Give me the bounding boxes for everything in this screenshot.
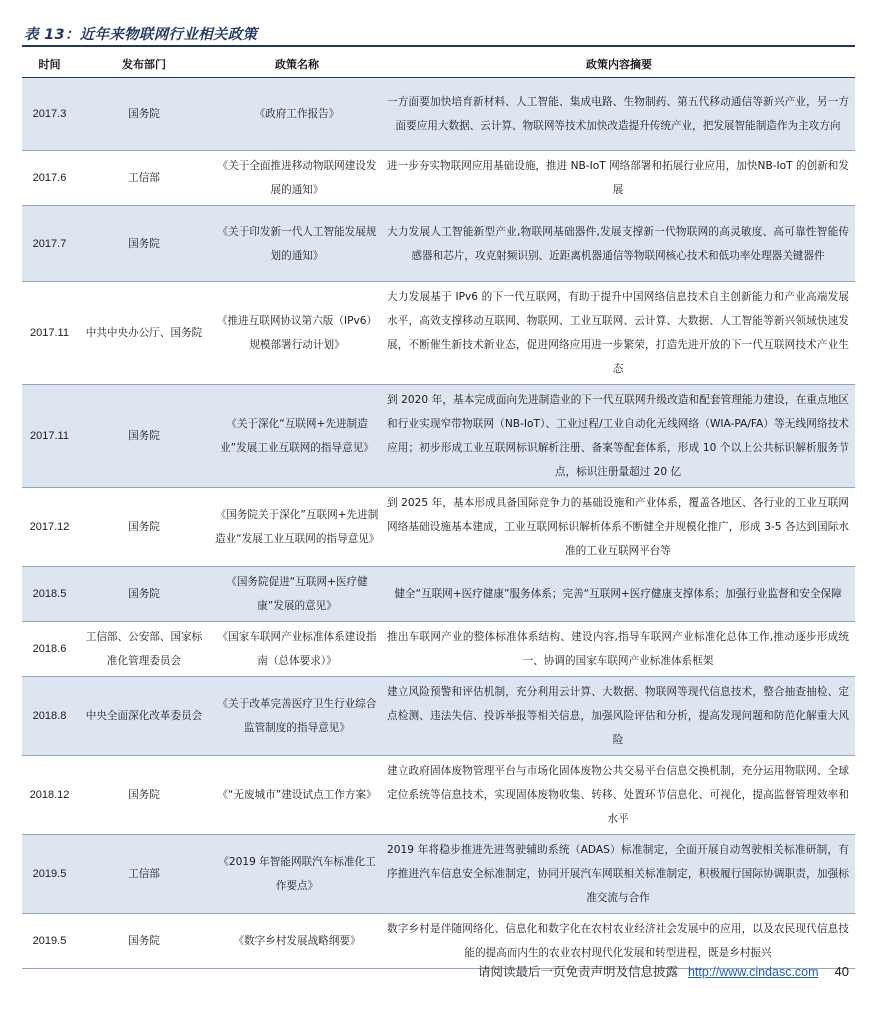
cell-dept: 国务院 xyxy=(77,78,211,151)
cell-dept: 国务院 xyxy=(77,488,211,567)
cell-policy-name: 《国家车联网产业标准体系建设指南（总体要求）》 xyxy=(211,622,383,677)
footer-disclaimer: 请阅读最后一页免责声明及信息披露 xyxy=(477,964,678,979)
cell-date: 2018.12 xyxy=(22,756,77,835)
cell-dept: 中共中央办公厅、国务院 xyxy=(77,282,211,385)
page-footer xyxy=(478,962,849,980)
cell-policy-name: 《政府工作报告》 xyxy=(211,78,383,151)
cell-policy-name: 《关于改革完善医疗卫生行业综合监管制度的指导意见》 xyxy=(211,677,383,756)
cell-content: 进一步夯实物联网应用基础设施，推进 NB-IoT 网络部署和拓展行业应用，加快NB-IoT 的创新和发展 xyxy=(383,151,855,206)
cell-policy-name: 《国务院促进“互联网+医疗健康”发展的意见》 xyxy=(211,567,383,622)
table-row xyxy=(22,151,855,206)
cell-dept: 国务院 xyxy=(77,385,211,488)
cell-dept: 国务院 xyxy=(77,206,211,282)
cell-content: 健全“互联网+医疗健康”服务体系；完善“互联网+医疗健康支撑体系；加强行业监督和安全保障 xyxy=(383,567,855,622)
cell-policy-name: 《关于印发新一代人工智能发展规划的通知》 xyxy=(211,206,383,282)
page-number: 40 xyxy=(834,964,849,979)
cell-policy-name: 《国务院关于深化”互联网+先进制造业“发展工业互联网的指导意见》 xyxy=(211,488,383,567)
table-row xyxy=(22,622,855,677)
cell-content: 2019 年将稳步推进先进驾驶辅助系统（ADAS）标准制定，全面开展自动驾驶相关标准研制，有序推进汽车信息安全标准制定，协同开展汽车网联相关标准制定，积极履行国际协调职责，加强标准交流与合作 xyxy=(383,835,855,914)
cell-date: 2018.6 xyxy=(22,622,77,677)
cell-policy-name: 《推进互联网协议第六版（IPv6）规模部署行动计划》 xyxy=(211,282,383,385)
cell-date: 2017.7 xyxy=(22,206,77,282)
cell-content: 数字乡村是伴随网络化、信息化和数字化在农村农业经济社会发展中的应用，以及农民现代信息技能的提高而内生的农业农村现代化发展和转型进程，既是乡村振兴 xyxy=(383,914,855,969)
table-row xyxy=(22,756,855,835)
cell-date: 2018.5 xyxy=(22,567,77,622)
table-row xyxy=(22,914,855,969)
cell-dept: 工信部、公安部、国家标准化管理委员会 xyxy=(77,622,211,677)
cell-content: 大力发展基于 IPv6 的下一代互联网，有助于提升中国网络信息技术自主创新能力和产业高端发展水平，高效支撑移动互联网、物联网、工业互联网、云计算、大数据、人工智能等新兴领域快速发展，不断催生新技术新业态，促进网络应用进一步繁荣，打造先进开放的下一代互联网技术产业生态 xyxy=(383,282,855,385)
table-title: 表 13：近年来物联网行业相关政策 xyxy=(24,27,258,43)
cell-policy-name: 《“无废城市”建设试点工作方案》 xyxy=(211,756,383,835)
cell-content: 建立政府固体废物管理平台与市场化固体废物公共交易平台信息交换机制，充分运用物联网、全球定位系统等信息技术，实现固体废物收集、转移、处置环节信息化、可视化，提高监督管理效率和水平 xyxy=(383,756,855,835)
cell-content: 建立风险预警和评估机制，充分利用云计算、大数据、物联网等现代信息技术，整合抽查抽检、定点检测、违法失信、投诉举报等相关信息，加强风险评估和分析，提高发现问题和防范化解重大风险 xyxy=(383,677,855,756)
table-row xyxy=(22,488,855,567)
cell-date: 2017.12 xyxy=(22,488,77,567)
cell-dept: 国务院 xyxy=(77,756,211,835)
table-header-row xyxy=(22,52,855,78)
cell-dept: 中央全面深化改革委员会 xyxy=(77,677,211,756)
cell-policy-name: 《数字乡村发展战略纲要》 xyxy=(211,914,383,969)
cell-date: 2019.5 xyxy=(22,835,77,914)
header-policy-name: 政策名称 xyxy=(211,52,383,78)
cell-dept: 国务院 xyxy=(77,567,211,622)
header-content: 政策内容摘要 xyxy=(383,52,855,78)
table-row xyxy=(22,206,855,282)
cell-content: 推出车联网产业的整体标准体系结构、建设内容,指导车联网产业标准化总体工作,推动逐步形成统一、协调的国家车联网产业标准体系框架 xyxy=(383,622,855,677)
cell-content: 一方面要加快培育新材料、人工智能、集成电路、生物制药、第五代移动通信等新兴产业，另一方面要应用大数据、云计算、物联网等技术加快改造提升传统产业，把发展智能制造作为主攻方向 xyxy=(383,78,855,151)
table-row xyxy=(22,567,855,622)
cell-date: 2018.8 xyxy=(22,677,77,756)
table-row xyxy=(22,835,855,914)
header-date: 时间 xyxy=(22,52,77,78)
cell-policy-name: 《2019 年智能网联汽车标准化工作要点》 xyxy=(211,835,383,914)
cell-content: 到 2025 年，基本形成具备国际竞争力的基础设施和产业体系，覆盖各地区、各行业的工业互联网网络基础设施基本建成，工业互联网标识解析体系不断健全并规模化推广，形成 3-5 各达到国际水准的工业互联网平台等 xyxy=(383,488,855,567)
header-dept: 发布部门 xyxy=(77,52,211,78)
cell-policy-name: 《关于深化“互联网+先进制造业”发展工业互联网的指导意见》 xyxy=(211,385,383,488)
table-row xyxy=(22,385,855,488)
cell-date: 2019.5 xyxy=(22,914,77,969)
cell-date: 2017.11 xyxy=(22,282,77,385)
cell-date: 2017.11 xyxy=(22,385,77,488)
cell-dept: 国务院 xyxy=(77,914,211,969)
cell-content: 到 2020 年，基本完成面向先进制造业的下一代互联网升级改造和配套管理能力建设，在重点地区和行业实现窄带物联网（NB-IoT）、工业过程/工业自动化无线网络（WIA-PA/FA）等无线网络技术应用；初步形成工业互联网标识解析注册、备案等配套体系，形成 10 个以上公共标识解析服务节点，标识注册量超过 20 亿 xyxy=(383,385,855,488)
cell-dept: 工信部 xyxy=(77,151,211,206)
cell-content: 大力发展人工智能新型产业,物联网基础器件,发展支撑新一代物联网的高灵敏度、高可靠性智能传感器和芯片，攻克射频识别、近距离机器通信等物联网核心技术和低功率处理器关键器件 xyxy=(383,206,855,282)
table-row xyxy=(22,282,855,385)
cell-dept: 工信部 xyxy=(77,835,211,914)
cell-date: 2017.6 xyxy=(22,151,77,206)
table-title-bar xyxy=(22,20,855,47)
policy-table xyxy=(22,52,855,969)
table-row xyxy=(22,78,855,151)
cell-policy-name: 《关于全面推进移动物联网建设发展的通知》 xyxy=(211,151,383,206)
cell-date: 2017.3 xyxy=(22,78,77,151)
footer-website-link[interactable]: http://www.cindasc.com xyxy=(687,965,819,979)
table-row xyxy=(22,677,855,756)
